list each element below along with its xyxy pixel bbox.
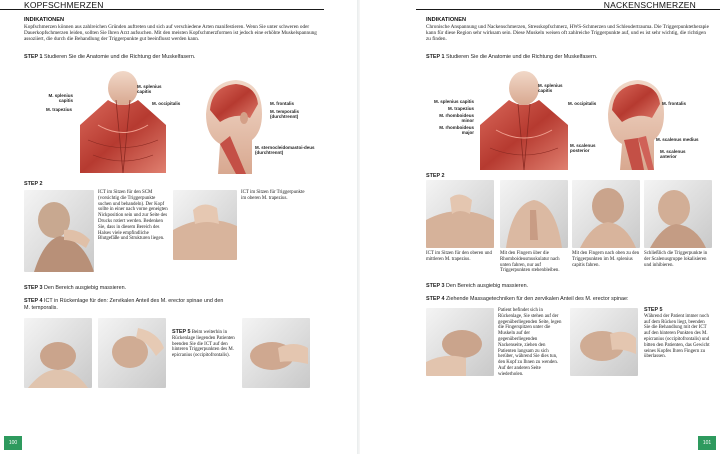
step-label: STEP 4: [24, 298, 43, 304]
label-occipitalis: M. occipitalis: [152, 101, 181, 106]
page-header: KOPFSCHMERZEN: [0, 0, 324, 10]
label-rhomboideus-major: M. rhomboideus major: [439, 125, 474, 135]
step-text: ICT in Rückenlage für den: Zervikalen Anteil des M. erector spinae und den M. temporalis.: [24, 298, 224, 311]
step2: [426, 173, 444, 179]
anatomy-head-illustration: [196, 74, 268, 174]
photo-erector-spinae: [24, 318, 92, 388]
step4: [426, 296, 716, 302]
step-label: STEP 1: [24, 54, 43, 60]
step-label: STEP 4: [426, 296, 445, 302]
step2-caption-4: Schließlich die Triggerpunkte in der Scalenusgruppe lokalisieren und inhibieren.: [644, 251, 708, 268]
step2: [24, 181, 42, 187]
label-trapezius: M. trapezius: [45, 107, 72, 112]
photo-splenius-capitis: [572, 180, 640, 248]
indications-title: INDIKATIONEN: [24, 17, 64, 23]
step-text: Während der Patient immer noch auf dem Rücken liegt, beenden Sie die Behandlung mit der ICT auf den hinteren Punkten des M. epicranius (occipitofrontalis) und bitten den Patienten, das Gewicht seines Kopfes Ihren Fingern zu überlassen.: [644, 313, 710, 360]
step-label: STEP 2: [426, 173, 445, 179]
page-header: NACKENSCHMERZEN: [416, 0, 720, 10]
label-trapezius: M. trapezius: [447, 106, 474, 111]
page-number: 101: [698, 436, 716, 450]
label-occipitalis: M. occipitalis: [568, 101, 597, 106]
page-number: 100: [4, 436, 22, 450]
step-label: STEP 3: [426, 283, 445, 289]
step2-caption-2: Mit den Fingern über die Rhomboideusmuskulatur nach unten fahren, nur auf Triggerpunkten stehenbleiben.: [500, 251, 560, 274]
step2-caption-3: Mit den Fingern nach oben zu den Triggerpunkten im M. splenius capitis fahren.: [572, 251, 640, 268]
step-text: Beim weiterhin in Rückenlage liegenden Patienten beenden Sie die ICT auf den hinteren Triggerpunkten des M. epicranius (occipitofrontalis).: [172, 330, 235, 359]
step5-block: [644, 308, 712, 360]
step1: [426, 54, 597, 60]
step-text: Ziehende Massagetechniken für den zervikalen Anteil des M. erector spinae:: [445, 296, 629, 302]
step-text: Studieren Sie die Anatomie und die Richtung der Muskelfasern.: [445, 54, 598, 60]
step-label: STEP 5: [172, 329, 191, 335]
photo-head-turn: [570, 308, 638, 376]
step1: [24, 54, 195, 60]
step-text: Den Bereich ausgiebig massieren.: [445, 283, 529, 289]
photo-scm-treatment: [24, 190, 94, 272]
step-text: Studieren Sie die Anatomie und die Richtung der Muskelfasern.: [43, 54, 196, 60]
right-page: [360, 0, 720, 454]
step2-caption-1: ICT im Sitzen für den oberen und mittleren M. trapezius.: [426, 251, 492, 262]
step2-text-b: ICT im Sitzen für Triggerpunkte im oberen M. trapezius.: [241, 190, 305, 201]
step5-block: [172, 330, 238, 359]
step4-detail: Patient befindet sich in Rückenlage, Sie stehen auf der gegenüberliegenden Seite, legen die Fingerspitzen unter die Muskeln auf der gegenüberliegenden Nackenseite, ziehen den Patienten langsam zu sich herüber, während Sie dies tun, den Kopf zu Ihnen zu wenden. Auf der anderen Seite wiederholen.: [498, 308, 562, 377]
label-rhomboideus-minor: M. rhomboideus minor: [439, 113, 474, 123]
label-splenius-capitis: M. splenius capitis: [48, 93, 73, 103]
step-label: STEP 1: [426, 54, 445, 60]
indications-text: Kopfschmerzen können aus zahlreichen Gründen auftreten und sich auf verschiedene Arten manifestieren. Wenn Sie unter schweren oder Dauerkopfschmerzen leiden, sollten Sie Ihren Arzt aufsuchen. Mit den meisten Kopfschmerzformen ist jedoch eine erhöhte Muskelspannung assoziiert, die durch die Behandlung der Triggerpunkte gut beeinflusst werden kann.: [24, 24, 317, 43]
photo-upper-trapezius: [426, 180, 494, 248]
label-scalenus-medius: M. scalenus medius: [656, 137, 699, 142]
label-scalenus-posterior: M. scalenus posterior: [570, 143, 596, 153]
step-text: Den Bereich ausgiebig massieren.: [43, 285, 127, 291]
label-splenius-capitis-right: M. splenius capitis: [137, 84, 162, 94]
label-temporalis: M. temporalis (durchtrennt): [270, 109, 300, 119]
photo-temporalis: [98, 318, 166, 388]
step4: [24, 298, 224, 312]
step2-text-a: ICT im Sitzen für den SCM (vorsichtig die Triggerpunkte suchen und behandeln). Der Kopf sollte in einer nach vorne geneigten Nickposition sein und zur Seite des Drucks rotiert werden. Bedenken Sie, dass in diesem Bereich des Halses viele empfindliche Blutgefäße und Strukturen liegen.: [98, 190, 168, 242]
label-splenius-capitis-top: M. splenius capitis: [538, 83, 563, 93]
indications-title: INDIKATIONEN: [426, 17, 466, 23]
step-label: STEP 5: [644, 307, 663, 313]
photo-trapezius-treatment: [173, 190, 237, 260]
label-scm: M. sternocleidomastoi-deus (durchtrennt): [255, 145, 315, 155]
step-label: STEP 3: [24, 285, 43, 291]
step3: [426, 283, 528, 289]
photo-epicranius: [242, 318, 310, 388]
label-frontalis: M. frontalis: [662, 101, 687, 106]
label-splenius-capitis: M. splenius capitis: [433, 99, 474, 104]
label-frontalis: M. frontalis: [270, 101, 295, 106]
indications-text: Chronische Anspannung und Nackenschmerzen, Stresskopfschmerz, HWS-Schmerzen und Schleudertrauma. Die Triggerpunktetherapie kann für diese Region sehr wirksam sein. Diese Muskeln weisen oft zahlreiche Triggerpunkte auf, und es ist sehr wichtig, die richtigen zu finden.: [426, 24, 709, 43]
photo-erector-spinae-pull: [426, 308, 494, 376]
step-label: STEP 2: [24, 181, 43, 187]
photo-rhomboideus: [500, 180, 568, 248]
label-scalenus-anterior: M. scalenus anterior: [660, 149, 686, 159]
step3: [24, 285, 126, 291]
photo-scalenus: [644, 180, 712, 248]
